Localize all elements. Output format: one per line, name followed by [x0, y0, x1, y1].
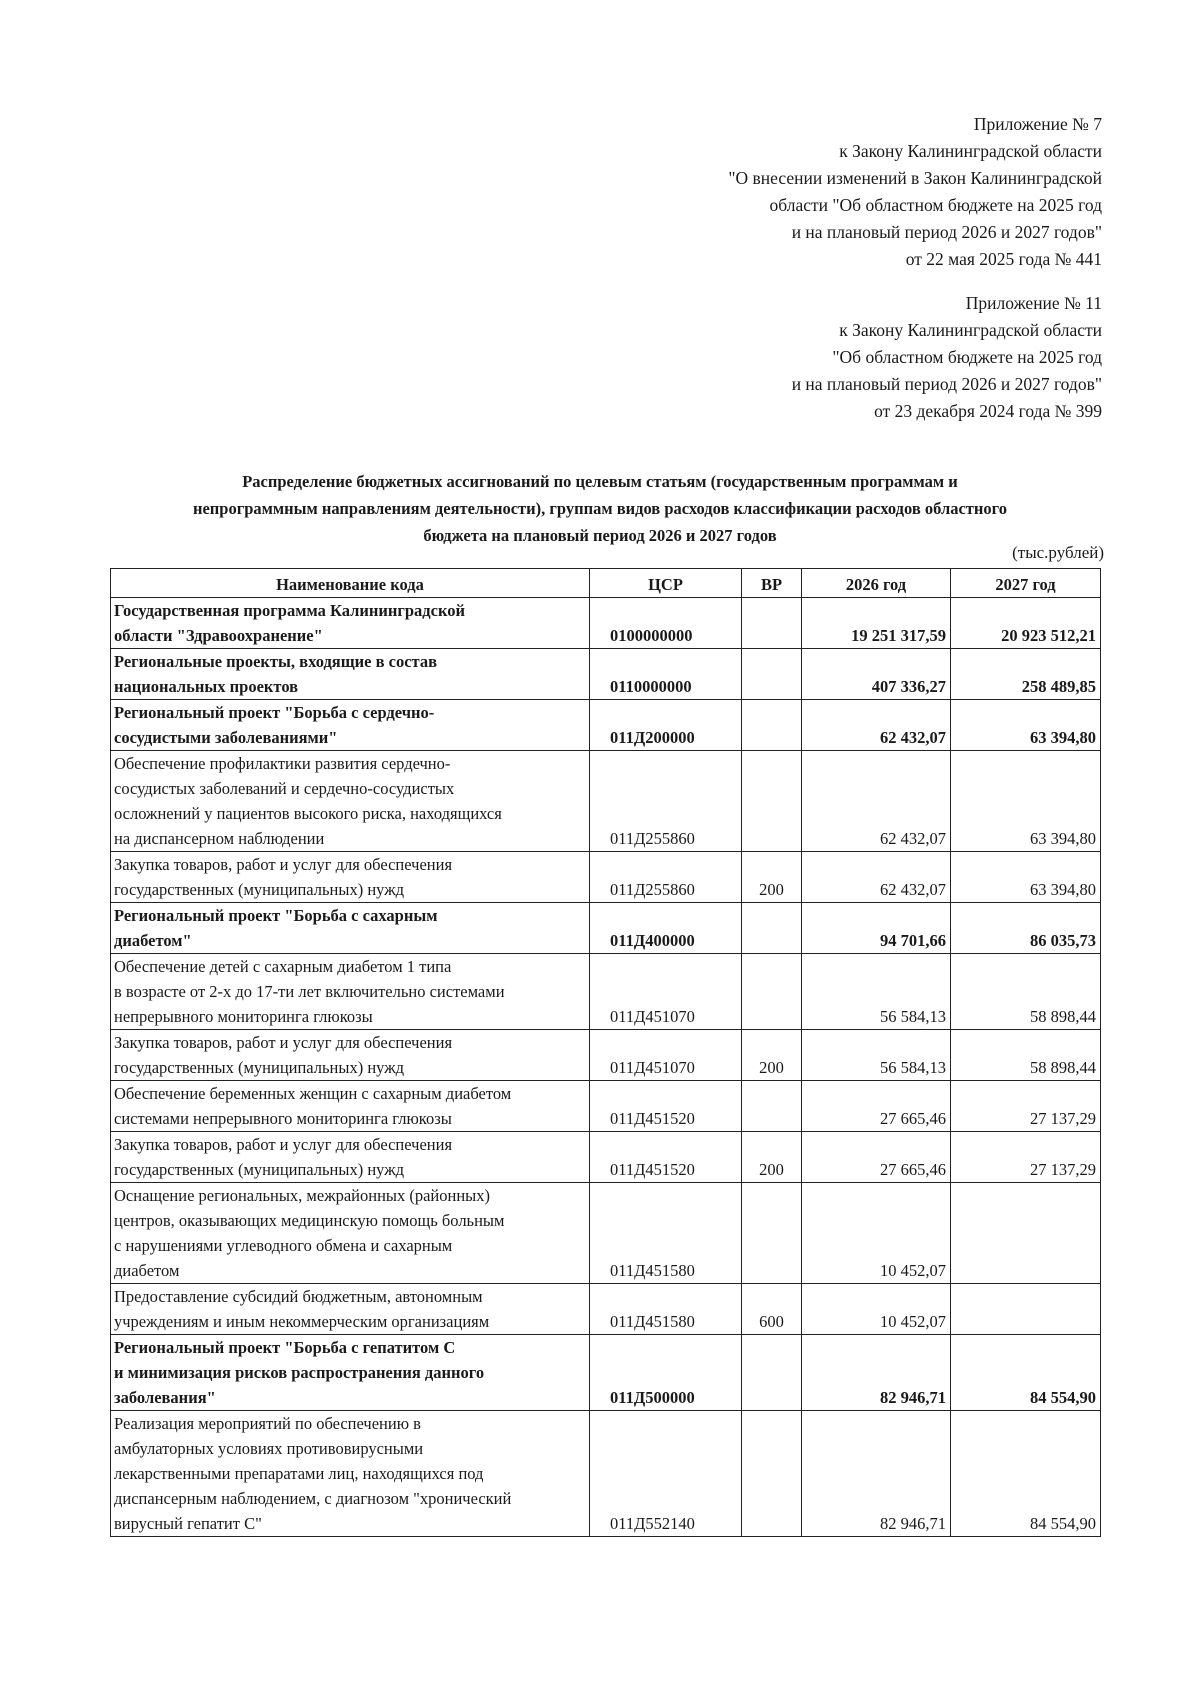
cell-name-line: диспансерным наблюдением, с диагнозом "хронический: [114, 1489, 512, 1508]
cell-name-line: Обеспечение беременных женщин с сахарным диабетом: [114, 1084, 512, 1103]
cell-name-line: лекарственными препаратами лиц, находящихся под: [114, 1464, 484, 1483]
table-row: [111, 1081, 1101, 1132]
table-row: [111, 1030, 1101, 1081]
header-line: области "Об областном бюджете на 2025 год: [769, 195, 1102, 215]
table-row: [111, 1183, 1101, 1284]
cell-2027: 63 394,80: [951, 700, 1101, 751]
cell-name-line: Закупка товаров, работ и услуг для обеспечения: [114, 1033, 453, 1052]
cell-2026: 82 946,71: [802, 1411, 951, 1537]
table-row: [111, 1411, 1101, 1537]
table-row: [111, 751, 1101, 852]
header-line: и на плановый период 2026 и 2027 годов": [791, 374, 1102, 394]
column-header-vr: ВР: [742, 569, 802, 598]
cell-name-line: области "Здравоохранение": [114, 626, 323, 645]
cell-2026: 62 432,07: [802, 852, 951, 903]
cell-name-line: вирусный гепатит С": [114, 1514, 262, 1533]
cell-2027: 20 923 512,21: [951, 598, 1101, 649]
cell-name-line: Предоставление субсидий бюджетным, автономным: [114, 1287, 483, 1306]
cell-name-line: Региональный проект "Борьба с сахарным: [114, 906, 438, 925]
cell-2026: 407 336,27: [802, 649, 951, 700]
cell-2026: 62 432,07: [802, 751, 951, 852]
table-row: [111, 903, 1101, 954]
cell-csr: 011Д451520: [590, 1081, 742, 1132]
title-line: бюджета на плановый период 2026 и 2027 годов: [423, 526, 777, 545]
cell-vr: [742, 751, 802, 852]
header-line: Приложение № 7: [973, 114, 1102, 134]
cell-vr: [742, 1183, 802, 1284]
cell-name-line: непрерывного мониторинга глюкозы: [114, 1007, 373, 1026]
header-line: к Закону Калининградской области: [839, 141, 1102, 161]
cell-2027: 63 394,80: [951, 751, 1101, 852]
cell-vr: 200: [742, 1030, 802, 1081]
cell-name: [111, 1081, 590, 1132]
cell-name-line: сосудистыми заболеваниями": [114, 728, 338, 747]
header-line: и на плановый период 2026 и 2027 годов": [791, 222, 1102, 242]
cell-name: [111, 1030, 590, 1081]
cell-2026: 19 251 317,59: [802, 598, 951, 649]
column-header-2026: 2026 год: [802, 569, 951, 598]
table-row: [111, 598, 1101, 649]
cell-name: [111, 598, 590, 649]
cell-2026: 56 584,13: [802, 1030, 951, 1081]
cell-name-line: Закупка товаров, работ и услуг для обеспечения: [114, 1135, 453, 1154]
table-row: [111, 852, 1101, 903]
cell-name-line: системами непрерывного мониторинга глюкозы: [114, 1109, 452, 1128]
cell-name-line: Региональный проект "Борьба с сердечно-: [114, 703, 435, 722]
column-header-csr: ЦСР: [590, 569, 742, 598]
cell-name-line: Региональный проект "Борьба с гепатитом С: [114, 1338, 456, 1357]
cell-name-line: на диспансерном наблюдении: [114, 829, 325, 848]
cell-2027: 58 898,44: [951, 1030, 1101, 1081]
cell-name: [111, 1335, 590, 1411]
cell-2027: 84 554,90: [951, 1335, 1101, 1411]
cell-2027: 86 035,73: [951, 903, 1101, 954]
cell-2026: 82 946,71: [802, 1335, 951, 1411]
cell-name-line: в возрасте от 2-х до 17-ти лет включительно системами: [114, 982, 505, 1001]
title-line: Распределение бюджетных ассигнований по целевым статьям (государственным программам и: [242, 472, 958, 491]
cell-vr: [742, 954, 802, 1030]
cell-2027: [951, 1284, 1101, 1335]
cell-2027: 58 898,44: [951, 954, 1101, 1030]
table-header-row: [111, 569, 1101, 598]
document-title: [100, 468, 1100, 549]
cell-2027: 27 137,29: [951, 1132, 1101, 1183]
cell-vr: [742, 649, 802, 700]
cell-vr: [742, 903, 802, 954]
header-line: Приложение № 11: [965, 293, 1102, 313]
cell-csr: 011Д451070: [590, 954, 742, 1030]
cell-csr: 0110000000: [590, 649, 742, 700]
cell-2027: 84 554,90: [951, 1411, 1101, 1537]
cell-name-line: диабетом: [114, 1261, 180, 1280]
cell-name: [111, 903, 590, 954]
cell-name: [111, 852, 590, 903]
cell-name-line: государственных (муниципальных) нужд: [114, 1160, 404, 1179]
cell-vr: [742, 1411, 802, 1537]
table-row: [111, 1335, 1101, 1411]
cell-csr: 011Д552140: [590, 1411, 742, 1537]
cell-2027: 27 137,29: [951, 1081, 1101, 1132]
table-row: [111, 700, 1101, 751]
cell-name-line: диабетом": [114, 931, 192, 950]
cell-name-line: государственных (муниципальных) нужд: [114, 880, 404, 899]
cell-csr: 011Д500000: [590, 1335, 742, 1411]
cell-name: [111, 1183, 590, 1284]
title-line: непрограммным направлениям деятельности), группам видов расходов классификации расходов областного: [192, 499, 1008, 518]
cell-name: [111, 954, 590, 1030]
cell-name-line: национальных проектов: [114, 677, 299, 696]
cell-2027: [951, 1183, 1101, 1284]
cell-name-line: осложнений у пациентов высокого риска, находящихся: [114, 804, 502, 823]
cell-csr: 011Д451520: [590, 1132, 742, 1183]
table-row: [111, 954, 1101, 1030]
table-row: [111, 1132, 1101, 1183]
cell-name-line: и минимизация рисков распространения данного: [114, 1363, 485, 1382]
cell-csr: 011Д451070: [590, 1030, 742, 1081]
cell-csr: 011Д451580: [590, 1183, 742, 1284]
cell-2026: 62 432,07: [802, 700, 951, 751]
table-row: [111, 1284, 1101, 1335]
cell-name-line: Обеспечение детей с сахарным диабетом 1 типа: [114, 957, 452, 976]
cell-csr: 011Д255860: [590, 751, 742, 852]
cell-vr: [742, 700, 802, 751]
original-law-header: [542, 290, 1102, 425]
cell-2026: 10 452,07: [802, 1183, 951, 1284]
cell-name-line: Оснащение региональных, межрайонных (районных): [114, 1186, 491, 1205]
cell-vr: 600: [742, 1284, 802, 1335]
cell-csr: 011Д451580: [590, 1284, 742, 1335]
cell-name: [111, 1411, 590, 1537]
cell-vr: [742, 1335, 802, 1411]
cell-2026: 10 452,07: [802, 1284, 951, 1335]
cell-name-line: центров, оказывающих медицинскую помощь больным: [114, 1211, 505, 1230]
cell-name-line: Государственная программа Калининградской: [114, 601, 466, 620]
cell-name-line: с нарушениями углеводного обмена и сахарным: [114, 1236, 453, 1255]
cell-csr: 0100000000: [590, 598, 742, 649]
cell-name-line: амбулаторных условиях противовирусными: [114, 1439, 424, 1458]
cell-name: [111, 1132, 590, 1183]
cell-vr: 200: [742, 1132, 802, 1183]
cell-name: [111, 1284, 590, 1335]
budget-table: [110, 568, 1101, 1537]
cell-csr: 011Д255860: [590, 852, 742, 903]
column-header-name: Наименование кода: [111, 569, 590, 598]
cell-2026: 27 665,46: [802, 1081, 951, 1132]
header-line: от 23 декабря 2024 года № 399: [874, 401, 1102, 421]
cell-2026: 94 701,66: [802, 903, 951, 954]
column-header-2027: 2027 год: [951, 569, 1101, 598]
cell-2027: 63 394,80: [951, 852, 1101, 903]
cell-name: [111, 649, 590, 700]
header-line: к Закону Калининградской области: [839, 320, 1102, 340]
cell-name-line: государственных (муниципальных) нужд: [114, 1058, 404, 1077]
cell-vr: 200: [742, 852, 802, 903]
cell-2026: 56 584,13: [802, 954, 951, 1030]
cell-csr: 011Д200000: [590, 700, 742, 751]
cell-vr: [742, 1081, 802, 1132]
cell-name-line: Обеспечение профилактики развития сердечно-: [114, 754, 451, 773]
cell-name-line: Закупка товаров, работ и услуг для обеспечения: [114, 855, 453, 874]
cell-name-line: Реализация мероприятий по обеспечению в: [114, 1414, 421, 1433]
header-line: от 22 мая 2025 года № 441: [905, 249, 1102, 269]
cell-name: [111, 700, 590, 751]
table-body: [111, 598, 1101, 1537]
cell-vr: [742, 598, 802, 649]
cell-2026: 27 665,46: [802, 1132, 951, 1183]
header-line: "Об областном бюджете на 2025 год: [832, 347, 1102, 367]
cell-2027: 258 489,85: [951, 649, 1101, 700]
units-label: (тыс.рублей): [1012, 543, 1104, 562]
cell-name-line: сосудистых заболеваний и сердечно-сосудистых: [114, 779, 455, 798]
table-row: [111, 649, 1101, 700]
cell-name-line: Региональные проекты, входящие в состав: [114, 652, 438, 671]
header-line: "О внесении изменений в Закон Калининградской: [728, 168, 1102, 188]
cell-name-line: учреждениям и иным некоммерческим организациям: [114, 1312, 490, 1331]
cell-name-line: заболевания": [114, 1388, 216, 1407]
amendment-header: [542, 111, 1102, 273]
cell-name: [111, 751, 590, 852]
cell-csr: 011Д400000: [590, 903, 742, 954]
